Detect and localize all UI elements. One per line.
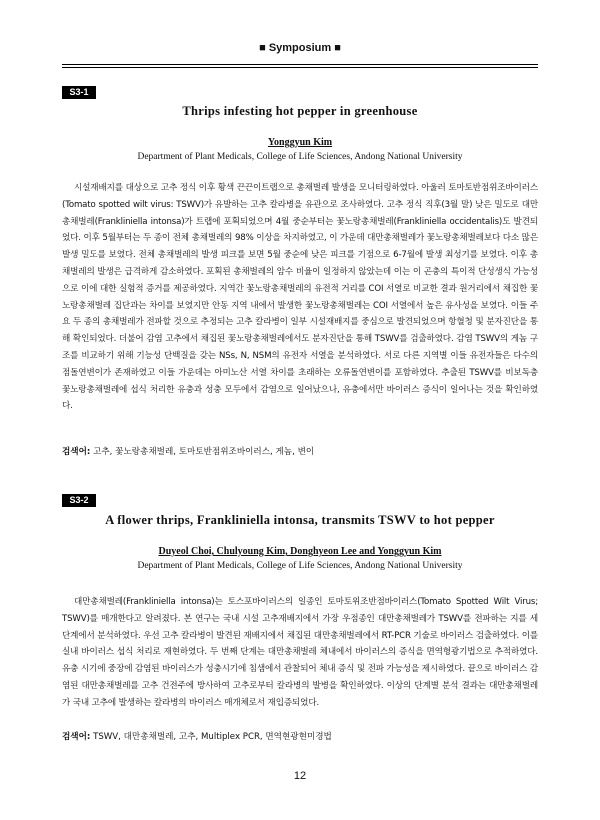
keywords-label: 검색어: [62, 447, 91, 457]
abstract-affiliation: Department of Plant Medicals, College of Life Sciences, Andong National University [137, 152, 463, 162]
section-header: ■ Symposium ■ [259, 42, 341, 54]
page-number: 12 [293, 770, 307, 782]
keywords-label: 검색어: [62, 732, 91, 742]
header-rule [62, 64, 538, 65]
header-rule [62, 67, 538, 68]
abstract-title [62, 513, 538, 528]
keywords-line [62, 730, 538, 744]
keywords-text: 고추, 꽃노랑총채벌레, 토마토반점위조바이러스, 게놈, 변이 [90, 447, 315, 457]
abstract-body: 대만총채벌레(Frankliniella intonsa)는 토스포바이러스의 일종인 토마토위조반점바이러스(Tomato Spotted Wilt Virus; TSWV)를 매개한다고 알려졌다. 본 연구는 국내 시설 고추재배지에서 가장 우점종인 대만총채벌레가 TSWV를 전파하는 지를 세 단계에서 분석하였다. 우선 고추 칼라병이 발견된 재배지에서 채집된 대만총채벌레에서 RT-PCR 기술로 바이러스 검출하였다. 이를 실내 바이러스 섭식 처리로 재현하였다. 두 번째 단계는 대만총채벌레 체내에서 바이러스의 증식을 면역형광기법으로 추적하였다. 유충 시기에 중장에 감염된 바이러스가 성충시기에 침샘에서 관찰되어 체내 증식 및 전파 가능성을 제시하였다. 끝으로 바이러스 감염된 대만총채벌레를 고추 건전주에 방사하여 고추로부터 칼라병의 발병을 확인하였다. 이상의 단계별 분석 결과는 대만총채벌레가 국내 고추에 발생하는 칼라병의 바이러스 매개체로서 재입증되었다. [62, 597, 538, 708]
keywords-text: TSWV, 대만총채벌레, 고추, Multiplex PCR, 면역현광현미경법 [90, 732, 332, 742]
abstract-title: Thrips infesting hot pepper in greenhouse [182, 104, 418, 118]
abstract-badge: S3-1 [62, 86, 96, 99]
abstract-body: 시설재배지를 대상으로 고추 정식 이후 황색 끈끈이트랩으로 총채벌레 발생을 모니터링하였다. 아울러 토마토반점위조바이러스(Tomato spotted wilt virus: TSWV)가 유발하는 고추 칼라병을 유관으로 조사하였다. 고추 정식 직후(3월 말) 낮은 밀도로 대만총채벌레(Frankliniella intonsa)가 트랩에 포획되었으며 4월 중순부터는 꽃노랑총채벌레(Frankliniella occidentalis)도 발견되었다. 이후 5월부터는 두 종이 전체 총채벌레의 98% 이상을 차지하였고, 이 가운데 대만총채벌레가 꽃노랑총채벌레보다 다소 많은 발생 밀도를 보였다. 전체 총채벌레의 발생 피크를 보면 5월 중순에 낮은 피크를 기점으로 6-7월에 발생 최성기를 보였다. 이후 총채벌레의 발생은 급격하게 감소하였다. 포획된 총채벌레의 암수 비율이 일정하지 않았는데 이는 이 곤충의 특이적 단성생식 가능성으로 이에 대한 실험적 증거를 제공하였다. 지역간 꽃노랑총채벌레의 유전적 거리를 COI 서열로 비교한 결과 원거리에서 채집한 꽃노랑총채벌레 집단과는 차이를 보였지만 안동 지역 내에서 발생한 꽃노랑총채벌레는 COI 서열에서 높은 유사성을 보였다. 이들 주요 두 종의 총채벌레가 전파할 것으로 추정되는 고추 칼라병이 일부 시설재배지를 중심으로 발견되었으며 항혈청 및 분자진단을 통해 확인되었다. 더불어 감염 고추에서 채집된 꽃노랑총채벌레에서도 분자진단을 통해 TSWV를 검출하였다. 감염 TSWV의 게놈 구조를 비교하기 위해 기능성 단백질을 갖는 NSs, N, NSM의 유전자 서열을 분석하였다. 서로 다른 지역별 이들 유전자들은 다수의 점돌연변이가 존재하였고 이들 가운데는 아미노산 서열 차이를 초래하는 오류돌연변이를 포함하였다. 추출된 TSWV를 비보독충 꽃노랑총채벌레에 섭식 처리한 유충과 성충 모두에서 감염으로 일어났으나, 유충에서만 바이러스 증식이 일어나는 것을 확인하였다. [62, 183, 538, 412]
abstract-affiliation: Department of Plant Medicals, College of Life Sciences, Andong National University [137, 561, 463, 571]
abstract-authors: Duyeol Choi, Chulyoung Kim, Donghyeon Lee and Yonggyun Kim [158, 546, 442, 557]
title-part: A flower thrips, Frankliniella intonsa, transmits TSWV to hot pepper [105, 513, 495, 527]
abstract-badge: S3-2 [62, 494, 96, 507]
keywords-line [62, 445, 538, 459]
abstract-authors: Yonggyun Kim [267, 137, 333, 148]
